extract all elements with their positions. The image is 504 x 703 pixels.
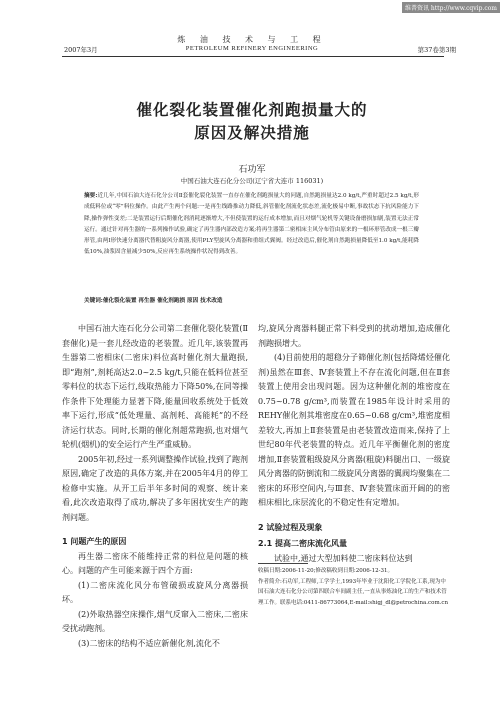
- keywords-text: 催化裂化装置 再生器 催化剂跑损 原因 技术改造: [102, 298, 223, 304]
- section-1-item-3: (3)二密床的结构不适应新催化剂,流化不: [78, 638, 220, 648]
- abstract-text: 近几年,中国石油大连石化分公司Ⅱ套催化裂化装置一直存在催化剂跑损量大的问题,自然跑损量达2.0 kg/t,严重时超过2.5 kg/t,形成低料位或“零”料位操作。由此产生两个问题:一是再生线路推动力降低,斜管催化剂流化状态差,流化极易中断,事故状态下抗风险能力下降,操作弹性变差;二是装置运行后期催化剂消耗逐渐增大,不但使装置的运行成本增加,而且对烟气轮机等关键设备磨损加剧,装置无法正常运行。通过针对再生器的一系列操作试验,确定了再生器内部改造方案;将再生器第二密相床主风分布管由原来的一根环形管改成一根三瓣形管,由两Ⅰ形快速分离器代替粗旋风分离器,使用PLY型旋风分离器和重组式翼阀。经过改造后,催化剂自然跑损量降低至1.0 kg/t,能耗降低10%,油浆固含量减少50%,反应再生系统操作状况得到改善。: [84, 193, 419, 256]
- right-paragraph-1: 均,旋风分离器料腿正常下料受到的扰动增加,造成催化剂跑损增大。: [258, 324, 450, 348]
- issue-date: 2007年3月: [64, 46, 98, 54]
- issue-volume: 第37卷第3期: [417, 46, 456, 54]
- section-2-1-paragraph: 试验中,通过大型加料使二密床料位达到: [274, 553, 413, 563]
- article-title-line2: 原因及解决措施: [194, 123, 310, 142]
- intro-paragraph-1: 中国石油大连石化分公司第二套催化裂化装置(Ⅱ套催化)是一套儿经改造的老装置。近几年,该装置再生器第二密相床(二密床)料位高时催化剂大量跑损,即“跑剂”,剂耗高达2.0~2.5 kg/t,只能在低料位甚至零料位的状态下运行,线取热能力下降50%,在同等操作条件下处理能力显著下降,能量回收系统处于低效率下运行,形成“低处理量、高剂耗、高能耗”的不经济运行状态。同时,长期的催化剂超常跑损,也对烟气轮机(烟机)的安全运行产生严重威胁。: [62, 324, 248, 449]
- journal-name-cn: 炼 油 技 术 与 工 程: [177, 35, 327, 44]
- keywords-label: 关键词:: [84, 298, 103, 304]
- left-column: [62, 322, 248, 651]
- section-1-paragraph-1: 再生器二密床不能维持正常的料位是问题的核心。问题的产生可能来源于四个方面:: [62, 551, 248, 575]
- footnote-rule: [258, 563, 308, 564]
- header-rule: [62, 56, 444, 57]
- footnote-received: 收稿日期:2006-11-20;修改稿收到日期:2006-12-31。: [258, 568, 393, 574]
- abstract-label: 摘要:: [84, 193, 98, 199]
- section-1-item-2: (2)外取热器空床操作,烟气反窜入二密床,二密床受扰动跑剂。: [62, 609, 248, 633]
- journal-name-en: PETROLEUM REFINERY ENGINEERING: [185, 45, 319, 52]
- watermark: 维普资讯 http://www.cqvip.com: [402, 2, 500, 13]
- intro-paragraph-2: 2005年初,经过一系列调整操作试验,找到了跑剂原因,确定了改造的具体方案,并在2005年4月的停工检修中实施。从开工后半年多时间的观察、统计来看,此次改造取得了成功,解决了多年困扰安生产的跑剂问题。: [62, 454, 248, 522]
- footnote: [258, 566, 450, 608]
- section-2-1-heading: 2.1 提高二密床流化风量: [258, 539, 347, 548]
- section-1-heading: 1 问题产生的原因: [62, 537, 127, 546]
- section-2-heading: 2 试验过程及现象: [258, 522, 323, 532]
- article-title-line1: 催化裂化装置催化剂跑损量大的: [136, 100, 368, 119]
- author: 石功军: [238, 165, 266, 175]
- affiliation: 中国石油大连石化分公司(辽宁省大连市 116031): [180, 177, 324, 185]
- abstract: [84, 191, 419, 259]
- right-paragraph-2: (4)目前使用的超稳分子筛催化剂(包括降烯烃催化剂)虽然在Ⅲ套、Ⅳ套装置上不存在流化问题,但在Ⅱ套装置上使用会出现问题。因为这种催化剂的堆密度在0.75~0.78 g/cm³,而装置在1985年设计时采用的REHY催化剂其堆密度在0.65~0.68 g/cm³,堆密度相差较大,再加上Ⅱ套装置是由老装置改造而来,保持了上世纪80年代老装置的特点。近几年平衡催化剂的密度增加,Ⅱ套装置粗级旋风分离器(粗旋)料腿出口、一级旋风分离器的防倒流和二级旋风分离器的翼阀均聚集在二密床的环形空间内,与Ⅲ套、Ⅳ套装置床面开阔的的密相床相比,床层流化的不稳定性有定增加。: [258, 353, 450, 507]
- footnote-author-bio: 作者简介:石功军,工程师,工学学士,1993年毕业于沈阳化工学院化工系,现为中国石油大连石化分公司第四联合车间副主任,一直从事炼油化工的生产和技术管理工作。联系电话:0411-86773064,E-mail:shigj_dl@petrochina.com.cn: [258, 578, 449, 606]
- section-1-item-1: (1)二密床流化风分布管破损或旋风分离器损坏。: [62, 580, 248, 604]
- right-column: [258, 322, 450, 566]
- keywords: [84, 296, 424, 304]
